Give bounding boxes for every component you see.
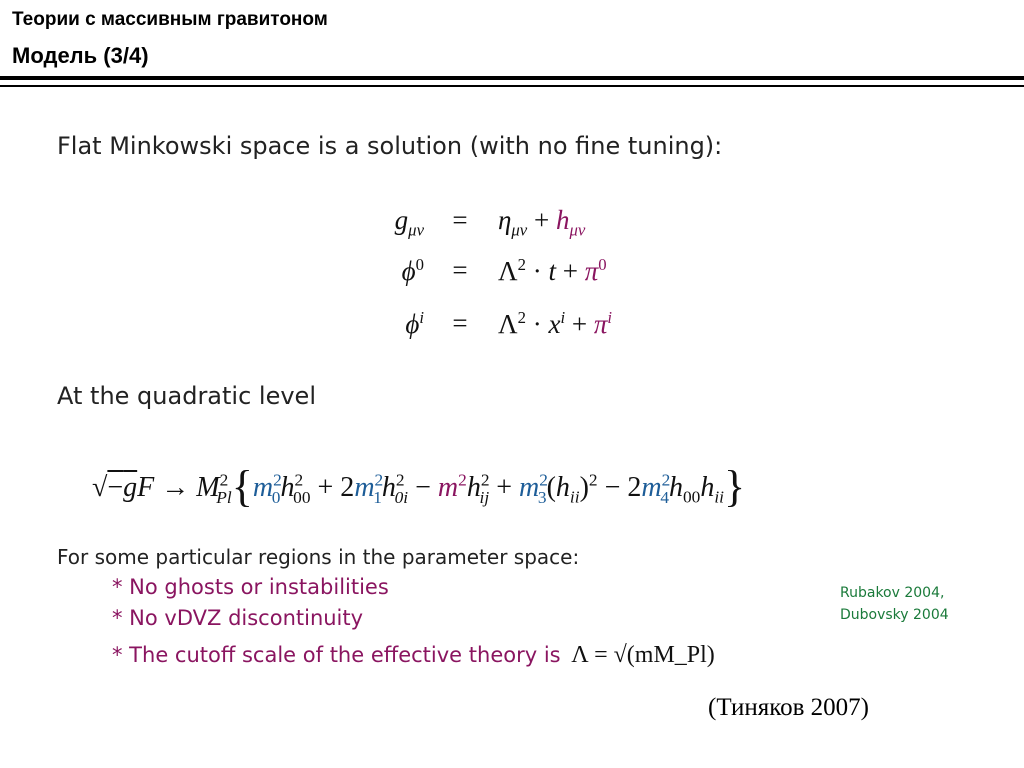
eq1-lhs: $g_{\mu\nu}$ bbox=[394, 205, 424, 240]
bullet-item bbox=[112, 575, 389, 599]
quadratic-lagrangian: $√-gF \to M^2_{Pl}\{m^2_0h^2_{00} + 2m^2_1h^2_{0i} - m^2h^2_{ij} + m^2_3(h_{ii})^2 - 2m^2_4h_{00}h_{ii}\}$ bbox=[92, 462, 746, 511]
bullet-text: * No vDVZ discontinuity bbox=[112, 606, 364, 630]
eq3-lhs: $\phi^i$ bbox=[405, 308, 424, 339]
slide-subtitle: Модель (3/4) bbox=[12, 43, 149, 68]
eq2-rhs: $\Lambda^2 \cdot t + \pi^0$ bbox=[498, 255, 607, 286]
references bbox=[840, 582, 949, 626]
quadratic-heading: At the quadratic level bbox=[57, 382, 316, 410]
eq2-equals: = bbox=[452, 255, 468, 285]
eq2-lhs: $\phi^0$ bbox=[401, 255, 424, 286]
eq1-equals: = bbox=[452, 205, 468, 235]
reference-line: Rubakov 2004, bbox=[840, 585, 945, 601]
equation-block bbox=[0, 205, 1024, 345]
cutoff-formula: Λ = √(mM_Pl) bbox=[571, 642, 715, 668]
header-rule-thin bbox=[0, 85, 1024, 87]
bullet-text: * No ghosts or instabilities bbox=[112, 575, 389, 599]
eq1-rhs: $\eta_{\mu\nu} + h_{\mu\nu}$ bbox=[498, 205, 586, 240]
bullet-item bbox=[112, 606, 363, 630]
lead-sentence: Flat Minkowski space is a solution (with no fine tuning): bbox=[57, 132, 723, 160]
citation: (Тиняков 2007) bbox=[708, 694, 869, 721]
reference-line: Dubovsky 2004 bbox=[840, 607, 949, 623]
eq3-equals: = bbox=[452, 308, 468, 338]
conditions-heading: For some particular regions in the parameter space: bbox=[57, 545, 580, 569]
slide-title: Теории с массивным гравитоном bbox=[12, 9, 328, 30]
bullet-item bbox=[112, 642, 715, 669]
eq3-rhs: $\Lambda^2 \cdot x^i + \pi^i$ bbox=[498, 308, 613, 339]
header-rule-thick bbox=[0, 76, 1024, 80]
bullet-text: * The cutoff scale of the effective theory is bbox=[112, 643, 561, 667]
